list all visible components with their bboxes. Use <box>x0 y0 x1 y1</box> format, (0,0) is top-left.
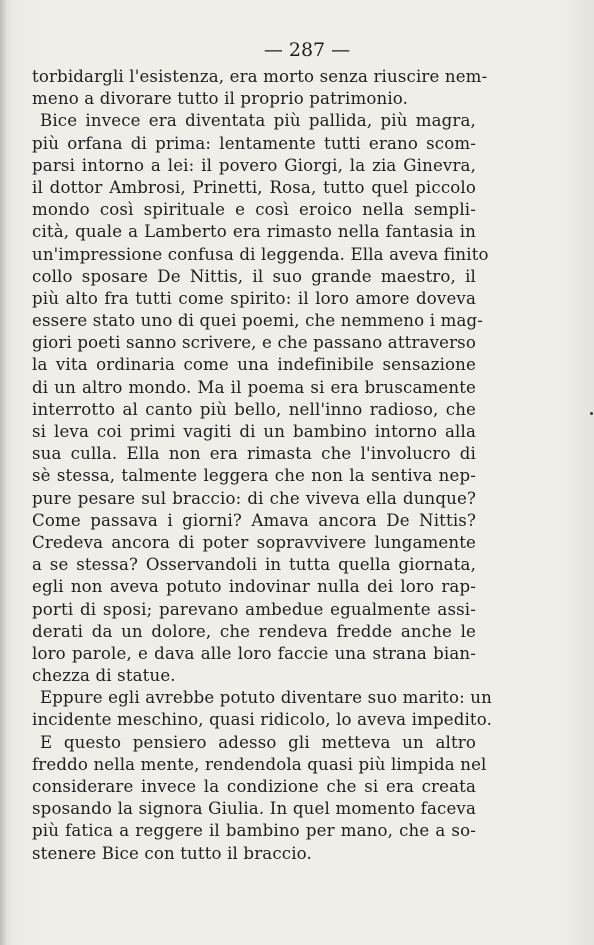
text-line: E questo pensiero adesso gli metteva un altro <box>40 732 476 752</box>
text-line: sè stessa, talmente leggera che non la sentiva nep- <box>32 466 476 486</box>
text-line: essere stato uno di quei poemi, che nemmeno i mag- <box>32 311 484 331</box>
text-line: il dottor Ambrosi, Prinetti, Rosa, tutto quel piccolo <box>32 177 476 197</box>
body-text <box>32 66 493 865</box>
text-line: si leva coi primi vagiti di un bambino intorno alla <box>32 422 476 441</box>
text-line: sua culla. Ella non era rimasta che l'involucro di <box>32 444 476 464</box>
text-line: egli non aveva potuto indovinar nulla dei loro rap- <box>32 577 476 597</box>
text-line: cità, quale a Lamberto era rimasto nella fantasia in <box>32 222 476 242</box>
text-line: collo sposare De Nittis, il suo grande maestro, il <box>32 266 476 286</box>
text-line: un'impressione confusa di leggenda. Ella aveva finito <box>32 244 489 264</box>
text-line: di un altro mondo. Ma il poema si era bruscamente <box>32 377 476 397</box>
text-line: chezza di statue. <box>32 666 176 686</box>
text-line: più fatica a reggere il bambino per mano, che a so- <box>32 821 476 841</box>
text-line: più alto fra tutti come spirito: il loro amore doveva <box>32 288 476 308</box>
text-line: torbidargli l'esistenza, era morto senza riuscire nem- <box>32 67 488 86</box>
text-line: Eppure egli avrebbe potuto diventare suo marito: un <box>40 688 492 708</box>
text-line: stenere Bice con tutto il braccio. <box>32 843 312 863</box>
text-line: sposando la signora Giulia. In quel momento faceva <box>32 799 476 819</box>
text-line: mondo così spirituale e così eroico nella sempli- <box>32 200 476 220</box>
text-line: pure pesare sul braccio: di che viveva ella dunque? <box>32 488 476 508</box>
text-line: porti di sposi; parevano ambedue egualmente assi- <box>32 599 476 619</box>
page-number: — 287 — <box>263 39 351 61</box>
text-line: Credeva ancora di poter sopravvivere lungamente <box>32 532 476 552</box>
text-line: la vita ordinaria come una indefinibile sensazione <box>32 355 476 375</box>
text-line: Bice invece era diventata più pallida, più magra, <box>40 111 476 131</box>
text-line: considerare invece la condizione che si era creata <box>32 777 476 796</box>
text-line: interrotto al canto più bello, nell'inno radioso, che <box>32 399 476 419</box>
text-line: parsi intorno a lei: il povero Giorgi, la zia Ginevra, <box>32 155 476 175</box>
text-line: freddo nella mente, rendendola quasi più limpida nel <box>32 754 487 774</box>
ink-speck <box>590 412 593 415</box>
text-line: derati da un dolore, che rendeva fredde anche le <box>32 621 476 641</box>
text-line: giori poeti sanno scrivere, e che passano attraverso <box>32 333 476 353</box>
text-line: Come passava i giorni? Amava ancora De Nittis? <box>32 510 476 530</box>
text-line: incidente meschino, quasi ridicolo, lo aveva impedito. <box>32 710 493 730</box>
text-line: loro parole, e dava alle loro faccie una strana bian- <box>32 643 476 663</box>
text-line: a se stessa? Osservandoli in tutta quella giornata, <box>32 555 476 575</box>
page-binding-edge <box>0 0 6 945</box>
text-line: meno a divorare tutto il proprio patrimonio. <box>32 89 409 109</box>
text-line: più orfana di prima: lentamente tutti erano scom- <box>32 133 476 153</box>
